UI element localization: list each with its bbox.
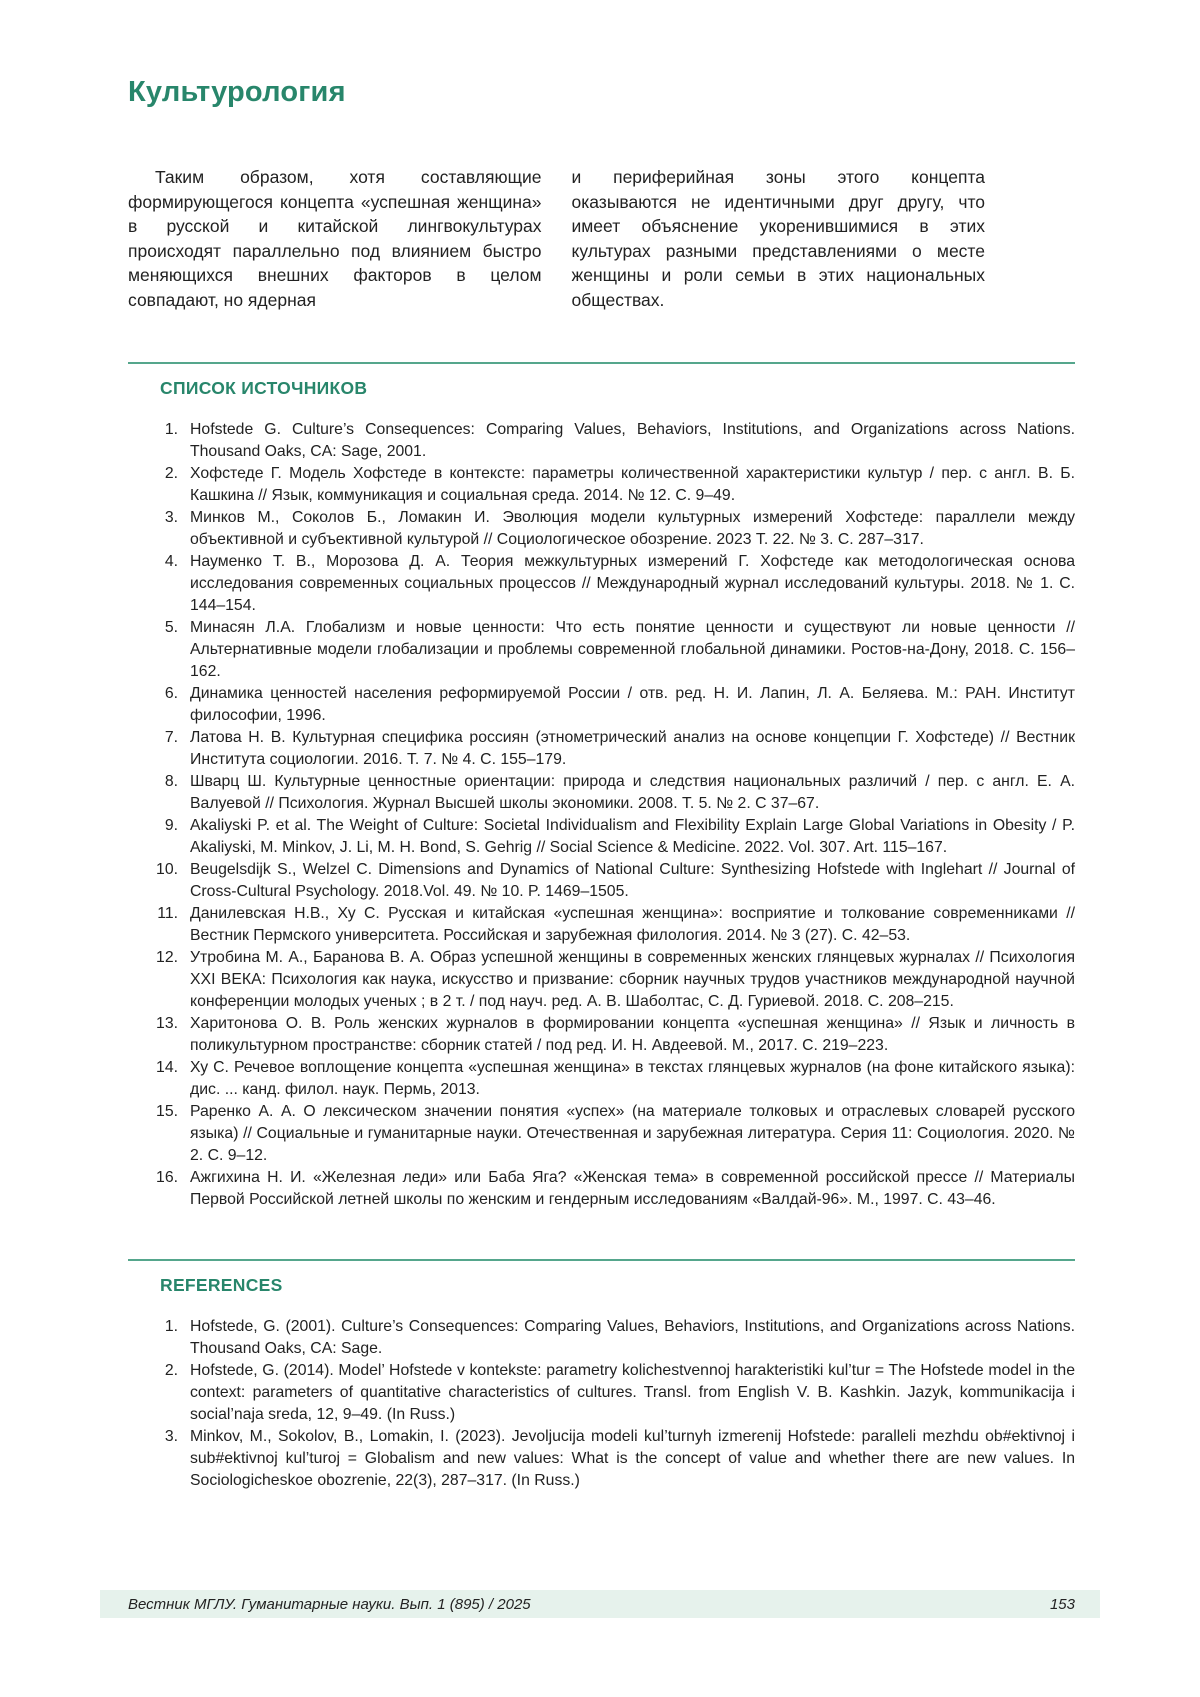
footer-page-number: 153: [1049, 1595, 1075, 1613]
source-item-number: 1.: [164, 421, 178, 438]
source-item-number: 4.: [164, 553, 178, 570]
source-item-number: 14.: [156, 1059, 178, 1076]
source-item-text: Раренко А. А. О лексическом значении понятия «успех» (на материале толковых и отраслевых словарей русского языка) // Социальные и гуманитарные науки. Отечественная и зарубежная литература. Серия 11: Социология. 2020. № 2. С. 9–12.: [190, 1103, 1075, 1164]
reference-item-text: Hofstede, G. (2001). Culture’s Consequences: Comparing Values, Behaviors, Institutions, and Organizations across Nations. Thousand Oaks, CA: Sage.: [190, 1318, 1075, 1357]
source-item-number: 12.: [156, 949, 178, 966]
category-title: Культурология: [128, 76, 346, 108]
intro-left-text: Таким образом, хотя составляющие формирующегося концепта «успешная женщина» в русской и китайской лингвокультурах происходят параллельно под влиянием быстро меняющихся внешних факторов в целом совпадают, но ядерная: [128, 167, 542, 310]
source-item: [128, 1101, 1075, 1167]
source-item: [128, 551, 1075, 617]
intro-right-column: [572, 165, 986, 312]
source-item-text: Шварц Ш. Культурные ценностные ориентации: природа и следствия национальных различий / пер. с англ. Е. А. Валуевой // Психология. Журнал Высшей школы экономики. 2008. Т. 5. № 2. С 37–67.: [190, 773, 1075, 812]
page-footer: [100, 1590, 1100, 1618]
reference-item-number: 3.: [164, 1428, 178, 1445]
source-item: [128, 903, 1075, 947]
reference-item-number: 2.: [164, 1362, 178, 1379]
source-item-text: Динамика ценностей населения реформируемой России / отв. ред. Н. И. Лапин, Л. А. Беляева. М.: РАН. Институт философии, 1996.: [190, 685, 1075, 724]
source-item: [128, 463, 1075, 507]
sources-heading: СПИСОК ИСТОЧНИКОВ: [160, 378, 368, 398]
source-item-number: 5.: [164, 619, 178, 636]
source-item-text: Минасян Л.А. Глобализм и новые ценности: Что есть понятие ценности и существуют ли новые ценности // Альтернативные модели глобализации и проблемы современной глобальной динамики. Ростов-на-Дону, 2018. С. 156–162.: [190, 619, 1075, 680]
source-item-number: 2.: [164, 465, 178, 482]
source-item-number: 16.: [156, 1169, 178, 1186]
source-item-number: 13.: [156, 1015, 178, 1032]
source-item-number: 3.: [164, 509, 178, 526]
source-item-text: Утробина М. А., Баранова В. А. Образ успешной женщины в современных женских глянцевых журналах // Психология XXI ВЕКА: Психология как наука, искусство и призвание: сборник научных трудов участников международной научной конференции молодых ученых ; в 2 т. / под науч. ред. А. В. Шаболтас, С. Д. Гуриевой. 2018. С. 208–215.: [190, 949, 1075, 1010]
section-divider: [128, 362, 1075, 364]
source-item-number: 7.: [164, 729, 178, 746]
source-item: [128, 859, 1075, 903]
source-item-text: Beugelsdijk S., Welzel C. Dimensions and Dynamics of National Culture: Synthesizing Hofstede with Inglehart // Journal of Cross-Cultural Psychology. 2018.Vol. 49. № 10. P. 1469–1505.: [190, 861, 1075, 900]
intro-right-text: и периферийная зоны этого концепта оказываются не идентичными друг другу, что имеет объяснение укоренившимися в этих культурах разными представлениями о месте женщины и роли семьи в этих национальных обществах.: [571, 167, 985, 310]
source-item-number: 10.: [156, 861, 178, 878]
source-item-text: Данилевская Н.В., Ху С. Русская и китайская «успешная женщина»: восприятие и толкование современниками // Вестник Пермского университета. Российская и зарубежная филология. 2014. № 3 (27). С. 42–53.: [190, 905, 1075, 944]
source-item-text: Ху С. Речевое воплощение концепта «успешная женщина» в текстах глянцевых журналов (на фоне китайского языка): дис. ... канд. филол. наук. Пермь, 2013.: [190, 1059, 1075, 1098]
source-item: [128, 727, 1075, 771]
source-item-number: 11.: [157, 905, 178, 922]
sources-list: [128, 419, 1075, 1211]
footer-journal-title: Вестник МГЛУ. Гуманитарные науки. Вып. 1 (895) / 2025: [128, 1595, 531, 1613]
source-item-text: Hofstede G. Culture’s Consequences: Comparing Values, Behaviors, Institutions, and Organizations across Nations. Thousand Oaks, CA: Sage, 2001.: [190, 421, 1075, 460]
source-item-text: Харитонова О. В. Роль женских журналов в формировании концепта «успешная женщина» // Язык и личность в поликультурном пространстве: сборник статей / под ред. И. Н. Авдеевой. М., 2017. С. 219–223.: [190, 1015, 1075, 1054]
reference-item-text: Minkov, M., Sokolov, B., Lomakin, I. (2023). Jevoljucija modeli kul’turnyh izmerenij Hofstede: paralleli mezhdu ob#ektivnoj i sub#ektivnoj kul’turoj = Globalism and new values: What is the concept of value and whether there are new values. In Sociologicheskoe obozrenie, 22(3), 287–317. (In Russ.): [190, 1428, 1075, 1489]
reference-item-number: 1.: [164, 1318, 178, 1335]
reference-item-text: Hofstede, G. (2014). Model’ Hofstede v kontekste: parametry kolichestvennoj harakteristiki kul’tur = The Hofstede model in the context: parameters of quantitative characteristics of cultures. Transl. from English V. B. Kashkin. Jazyk, kommunikacija i social’naja sreda, 12, 9–49. (In Russ.): [190, 1362, 1075, 1423]
reference-item: [128, 1360, 1075, 1426]
source-item: [128, 1167, 1075, 1211]
intro-paragraph: [128, 165, 985, 312]
source-item-text: Хофстеде Г. Модель Хофстеде в контексте: параметры количественной характеристики культур / пер. с англ. В. Б. Кашкина // Язык, коммуникация и социальная среда. 2014. № 12. С. 9–49.: [190, 465, 1075, 504]
reference-item: [128, 1316, 1075, 1360]
source-item: [128, 815, 1075, 859]
source-item-text: Латова Н. В. Культурная специфика россиян (этнометрический анализ на основе концепции Г. Хофстеде) // Вестник Института социологии. 2016. Т. 7. № 4. С. 155–179.: [190, 729, 1075, 768]
references-heading: REFERENCES: [160, 1275, 283, 1295]
source-item: [128, 419, 1075, 463]
source-item: [128, 683, 1075, 727]
source-item: [128, 617, 1075, 683]
source-item-number: 6.: [164, 685, 178, 702]
section-divider: [128, 1259, 1075, 1261]
source-item-text: Akaliyski P. et al. The Weight of Culture: Societal Individualism and Flexibility Explain Large Global Variations in Obesity / P. Akaliyski, M. Minkov, J. Li, M. H. Bond, S. Gehrig // Social Science & Medicine. 2022. Vol. 307. Art. 115–167.: [190, 817, 1075, 856]
source-item-text: Науменко Т. В., Морозова Д. А. Теория межкультурных измерений Г. Хофстеде как методологическая основа исследования современных социальных процессов // Международный журнал исследований культуры. 2018. № 1. С. 144–154.: [190, 553, 1075, 614]
source-item-number: 9.: [164, 817, 178, 834]
source-item-number: 15.: [156, 1103, 178, 1120]
source-item: [128, 947, 1075, 1013]
source-item: [128, 507, 1075, 551]
source-item-number: 8.: [164, 773, 178, 790]
reference-item: [128, 1426, 1075, 1492]
source-item: [128, 771, 1075, 815]
references-list: [128, 1316, 1075, 1492]
intro-left-column: [128, 165, 542, 312]
source-item-text: Минков М., Соколов Б., Ломакин И. Эволюция модели культурных измерений Хофстеде: параллели между объективной и субъективной культурой // Социологическое обозрение. 2023 Т. 22. № 3. С. 287–317.: [190, 509, 1075, 548]
source-item-text: Ажгихина Н. И. «Железная леди» или Баба Яга? «Женская тема» в современной российской прессе // Материалы Первой Российской летней школы по женским и гендерным исследованиям «Валдай-96». М., 1997. С. 43–46.: [190, 1169, 1075, 1208]
source-item: [128, 1013, 1075, 1057]
source-item: [128, 1057, 1075, 1101]
